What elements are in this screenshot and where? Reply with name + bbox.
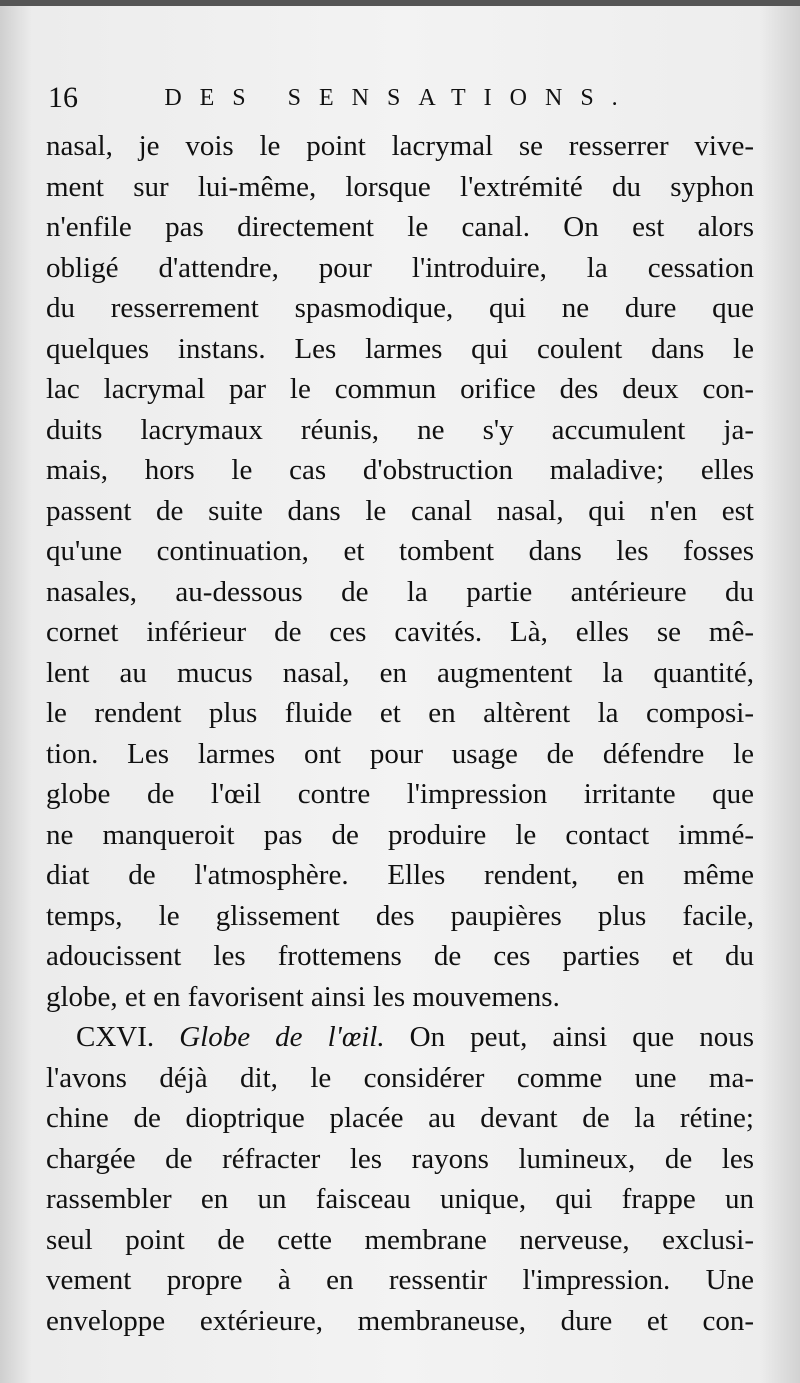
paragraph-1 <box>46 126 754 1017</box>
text-line: temps, le glissement des paupières plus facile, <box>46 899 754 932</box>
text-line: mais, hors le cas d'obstruction maladive; elles <box>46 454 754 486</box>
text-line: passent de suite dans le canal nasal, qui n'en est <box>46 494 754 527</box>
text-line: duits lacrymaux réunis, ne s'y accumulent ja- <box>46 413 754 446</box>
text-line: ne manqueroit pas de produire le contact immé- <box>46 818 754 851</box>
text-line: tion. Les larmes ont pour usage de défendre le <box>46 737 754 770</box>
text-line: du resserrement spasmodique, qui ne dure que <box>46 292 754 324</box>
text-line: qu'une continuation, et tombent dans les fosses <box>46 535 754 567</box>
text-line: enveloppe extérieure, membraneuse, dure et con- <box>46 1304 754 1337</box>
page-number: 16 <box>48 81 78 114</box>
text-line: lent au mucus nasal, en augmentent la quantité, <box>46 656 754 689</box>
section-title: Globe de l'œil. <box>179 1021 385 1053</box>
text-line: cornet inférieur de ces cavités. Là, elles se mê- <box>46 616 754 648</box>
text-line: ment sur lui-même, lorsque l'extrémité du syphon <box>46 170 754 203</box>
text-line: quelques instans. Les larmes qui coulent dans le <box>46 332 754 365</box>
text-line: nasal, je vois le point lacrymal se resserrer vive- <box>46 130 754 162</box>
text-line: vement propre à en ressentir l'impression. Une <box>46 1264 754 1296</box>
text-line: n'enfile pas directement le canal. On est alors <box>46 211 754 243</box>
text-line: rassembler en un faisceau unique, qui frappe un <box>46 1183 754 1215</box>
text-line: globe de l'œil contre l'impression irritante que <box>46 778 754 810</box>
text-line-start: On peut, ainsi que nous <box>409 1021 754 1053</box>
text-line: nasales, au-dessous de la partie antérieure du <box>46 575 754 608</box>
text-line: adoucissent les frottemens de ces parties et du <box>46 940 754 972</box>
paragraph-2 <box>46 1017 754 1341</box>
running-title: DES SENSATIONS. <box>164 84 636 111</box>
text-line: seul point de cette membrane nerveuse, exclusi- <box>46 1223 754 1256</box>
text-line: globe, et en favorisent ainsi les mouvemens. <box>46 980 560 1013</box>
text-line: chargée de réfracter les rayons lumineux, de les <box>46 1142 754 1175</box>
text-line: diat de l'atmosphère. Elles rendent, en même <box>46 859 754 891</box>
body-text <box>46 126 754 1341</box>
text-line: l'avons déjà dit, le considérer comme une ma- <box>46 1061 754 1094</box>
text-line: le rendent plus fluide et en altèrent la composi- <box>46 697 754 729</box>
section-heading-line <box>46 1017 754 1058</box>
text-line: obligé d'attendre, pour l'introduire, la cessation <box>46 251 754 284</box>
text-line: chine de dioptrique placée au devant de la rétine; <box>46 1102 754 1134</box>
running-head <box>48 78 752 118</box>
text-line: lac lacrymal par le commun orifice des deux con- <box>46 373 754 405</box>
section-number: CXVI. <box>76 1021 155 1053</box>
